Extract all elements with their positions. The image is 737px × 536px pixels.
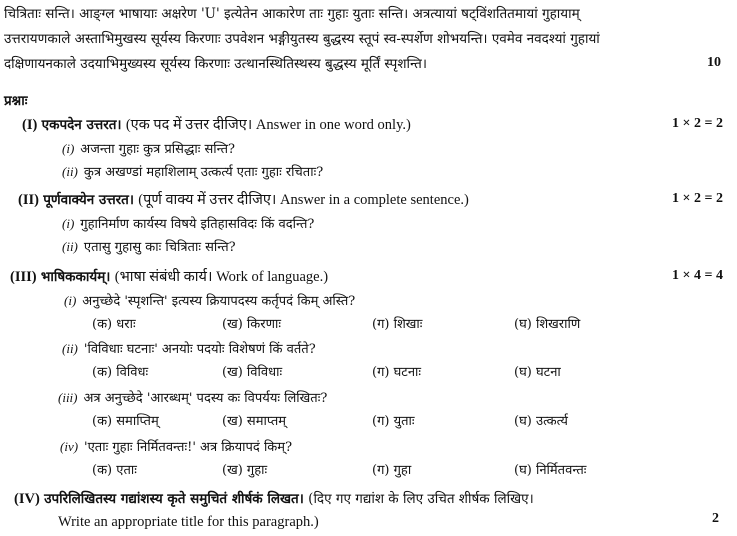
section-3-title: भाषिककार्यम्। [40,269,111,285]
section-3-marks: 1 × 4 = 4 [672,268,723,283]
section-3-q4-option-d: (घ) निर्मितवन्तः [514,463,587,478]
section-3-q2: (ii) 'विविधाः घटनाः' अनयोः पदयोः विशेषणं किं वर्तते? [62,341,316,357]
section-4-instruction: (दिए गए गद्यांश के लिए उचित शीर्षक लिखिए। [308,491,534,507]
section-3-q4: (iv) 'एताः गुहाः निर्मितवन्तः!' अत्र क्रियापदं किम्? [60,439,293,455]
section-3-q3-option-b: (ख) समाप्तम् [222,414,287,429]
section-1-title: एकपदेन उत्तरत। [41,117,122,133]
section-3-q4-option-a: (क) एताः [92,463,137,478]
section-2-marks: 1 × 2 = 2 [672,191,723,206]
section-3-q2-option-a: (क) विविधः [92,365,149,380]
section-3-q2-option-c: (ग) घटनाः [372,365,422,380]
section-3-q3-option-c: (ग) युताः [372,414,415,429]
section-2-heading: (II) पूर्णवाक्येन उत्तरत। (पूर्ण वाक्य में उत्तर दीजिए। Answer in a complete sentence.) [18,192,469,208]
section-2-title: पूर्णवाक्येन उत्तरत। [43,192,134,208]
section-3-q4-option-c: (ग) गुहा [372,463,412,478]
section-4-instruction-english: Write an appropriate title for this paragraph.) [58,514,319,530]
section-4-marks: 2 [712,511,719,526]
section-3-q3-option-d: (घ) उत्कर्त्य [514,414,568,429]
section-2-q2: (ii) एतासु गुहासु काः चित्रिताः सन्ति? [62,239,236,255]
section-2-q1: (i) गुहानिर्माण कार्यस्य विषये इतिहासविदः किं वदन्ति? [62,216,315,232]
section-3-q1-option-c: (ग) शिखाः [372,317,423,332]
section-3-q1-option-b: (ख) किरणाः [222,317,281,332]
section-3-q1-option-a: (क) धराः [92,317,136,332]
section-1-heading: (I) एकपदेन उत्तरत। (एक पद में उत्तर दीजिए। Answer in one word only.) [22,117,411,133]
section-4-title: उपरिलिखितस्य गद्यांशस्य कृते समुचितं शीर्षकं लिखत। [44,491,304,507]
section-3-q4-option-b: (ख) गुहाः [222,463,268,478]
section-4-heading: (IV) उपरिलिखितस्य गद्यांशस्य कृते समुचितं शीर्षकं लिखत। (दिए गए गद्यांश के लिए उचित शीर्षक लिखिए। [14,491,534,507]
section-1-q1: (i) अजन्ता गुहाः कुत्र प्रसिद्धाः सन्ति? [62,141,236,157]
section-3-q2-option-b: (ख) विविधाः [222,365,283,380]
section-3-q3: (iii) अत्र अनुच्छेदे 'आरब्धम्' पदस्य कः विपर्ययः लिखितः? [58,390,328,406]
passage-marks: 10 [707,55,721,70]
passage-line-3: दक्षिणायनकाले उदयाभिमुख्यस्य सूर्यस्य किरणाः उत्थानस्थितिस्थस्य बुद्धस्य मूर्तिं स्पृशन्ति। [4,56,427,72]
passage-line-2: उत्तरायणकाले अस्ताभिमुखस्य सूर्यस्य किरणाः उपवेशन भङ्गीयुतस्य बुद्धस्य स्तूपं स्व-स्पर्शेण शोभयन्ति। एवमेव नवदश्यां गुहायां [4,31,600,47]
section-1-marks: 1 × 2 = 2 [672,116,723,131]
section-3-q2-option-d: (घ) घटना [514,365,561,380]
section-1-instruction: (एक पद में उत्तर दीजिए। Answer in one word only.) [125,117,411,133]
questions-label: प्रश्नाः [4,93,28,109]
section-3-q3-option-a: (क) समाप्तिम् [92,414,159,429]
section-3-instruction: (भाषा संबंधी कार्य। Work of language.) [114,269,329,285]
section-3-heading: (III) भाषिककार्यम्। (भाषा संबंधी कार्य। Work of language.) [10,269,329,285]
section-2-instruction: (पूर्ण वाक्य में उत्तर दीजिए। Answer in a complete sentence.) [138,192,469,208]
section-1-q2: (ii) कुत्र अखण्डां महाशिलाम् उत्कर्त्य एताः गुहाः रचिताः? [62,164,324,180]
passage-line-1: चित्रिताः सन्ति। आङ्ग्ल भाषायाः अक्षरेण 'U' इत्येतेन आकारेण ताः गुहाः युताः सन्ति। अत्रत्यायां षट्विंशतितमायां गुहायाम् [4,6,580,22]
section-3-q1: (i) अनुच्छेदे 'स्पृशन्ति' इत्यस्य क्रियापदस्य कर्तृपदं किम् अस्ति? [64,293,356,309]
section-3-q1-option-d: (घ) शिखराणि [514,317,581,332]
